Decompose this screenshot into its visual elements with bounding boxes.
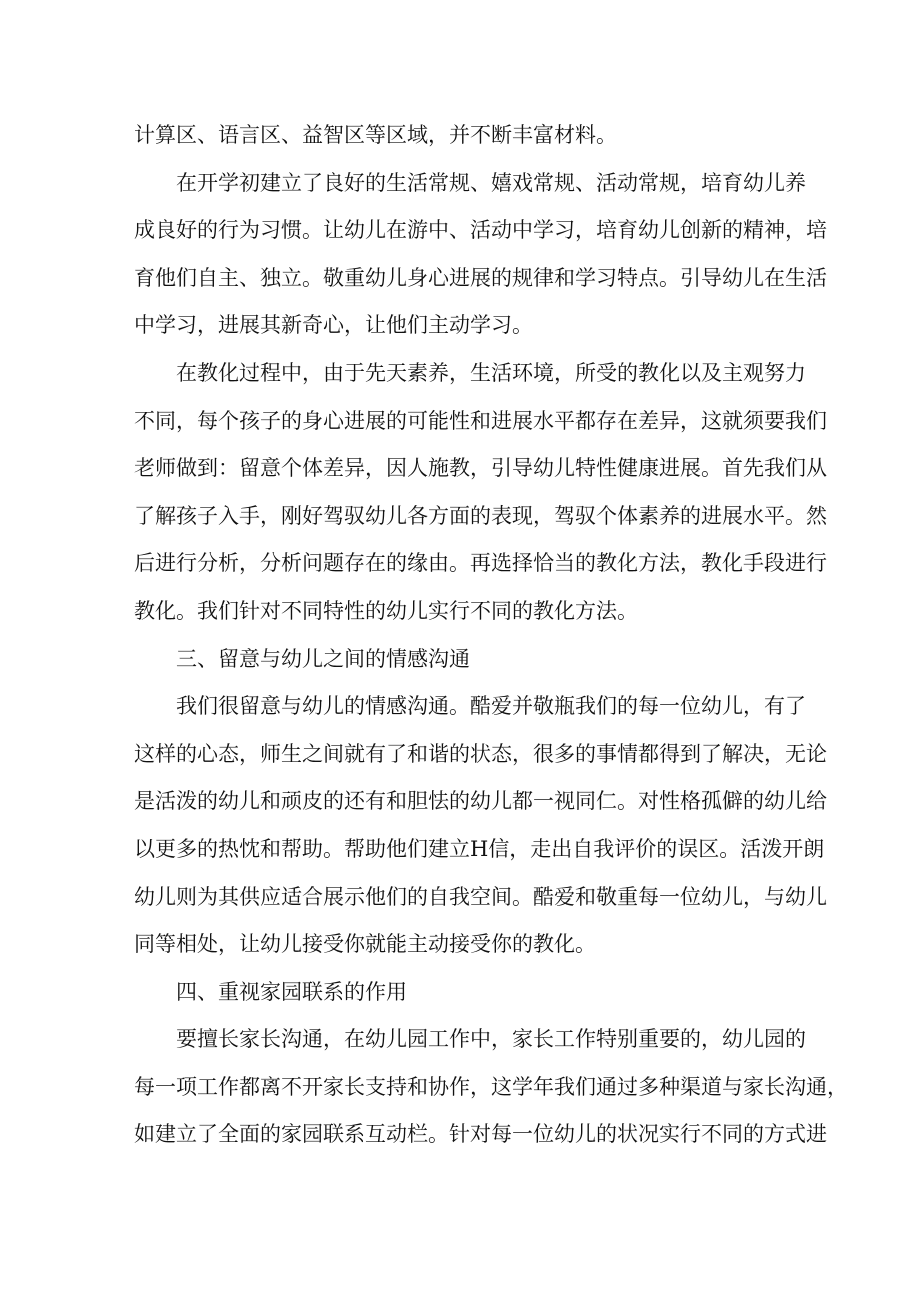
document-line: 育他们自主、独立。敬重幼儿身心进展的规律和学习特点。引导幼儿在生活	[134, 265, 827, 290]
document-line: 以更多的热忱和帮助。帮助他们建立H信，走出自我评价的误区。活泼开朗	[134, 836, 825, 861]
document-line: 不同，每个孩子的身心进展的可能性和进展水平都存在差异，这就须要我们	[134, 408, 827, 433]
document-line: 每一项工作都离不开家长支持和协作，这学年我们通过多种渠道与家长沟通，	[134, 1074, 848, 1099]
document-line: 幼儿则为其供应适合展示他们的自我空间。酷爱和敬重每一位幼儿，与幼儿	[134, 884, 827, 909]
document-line: 要擅长家长沟通，在幼儿园工作中，家长工作特别重要的，幼儿园的	[176, 1027, 806, 1052]
document-line: 成良好的行为习惯。让幼儿在游中、活动中学习，培育幼儿创新的精神，培	[134, 218, 827, 243]
document-line: 同等相处，让幼儿接受你就能主动接受你的教化。	[134, 932, 596, 957]
document-line: 这样的心态，师生之间就有了和谐的状态，很多的事情都得到了解决，无论	[134, 741, 827, 766]
document-line: 了解孩子入手，刚好驾驭幼儿各方面的表现，驾驭个体素养的进展水平。然	[134, 503, 827, 528]
document-line: 中学习，进展其新奇心，让他们主动学习。	[134, 313, 533, 338]
document-line: 在教化过程中，由于先天素养，生活环境，所受的教化以及主观努力	[176, 360, 806, 385]
document-line: 教化。我们针对不同特性的幼儿实行不同的教化方法。	[134, 598, 638, 623]
document-body	[134, 112, 848, 1159]
document-line: 三、留意与幼儿之间的情感沟通	[176, 646, 470, 671]
document-line: 是活泼的幼儿和顽皮的还有和胆怯的幼儿都一视同仁。对性格孤僻的幼儿给	[134, 789, 827, 814]
document-line: 如建立了全面的家园联系互动栏。针对每一位幼儿的状况实行不同的方式进	[134, 1122, 827, 1147]
document-line: 在开学初建立了良好的生活常规、嬉戏常规、活动常规，培育幼儿养	[176, 170, 806, 195]
document-line: 四、重视家园联系的作用	[176, 979, 407, 1004]
document-line: 老师做到：留意个体差异，因人施教，引导幼儿特性健康进展。首先我们从	[134, 456, 827, 481]
document-line: 后进行分析，分析问题存在的缘由。再选择恰当的教化方法，教化手段进行	[134, 551, 827, 576]
document-line: 我们很留意与幼儿的情感沟通。酷爱并敬瓶我们的每一位幼儿，有了	[176, 694, 806, 719]
document-line: 计算区、语言区、益智区等区域，并不断丰富材料。	[134, 123, 617, 147]
